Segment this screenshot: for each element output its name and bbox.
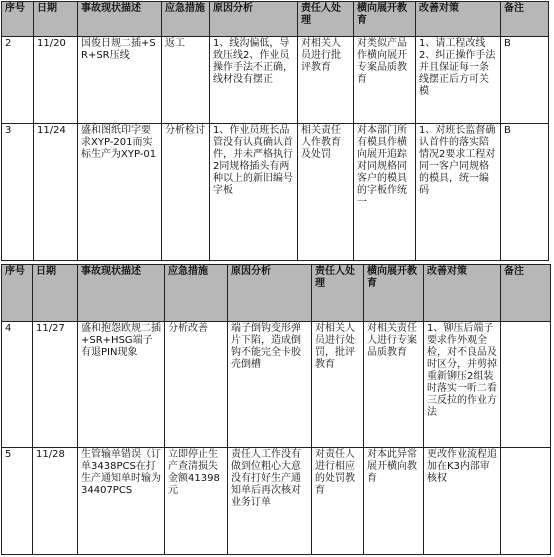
cell-description: 国俊日规二插+SR+SR压线 [78,37,162,124]
header-description: 事故现状描述 [78,2,162,37]
cell-improvement: 更改作业流程追加在K3内部审核权 [424,448,501,555]
cell-emergency-measure: 立即停止生产查清损失金额41398元 [165,448,228,555]
header-responsible-handling: 责任人处理 [312,265,364,322]
header-index: 序号 [2,265,33,322]
header-description: 事故现状描述 [78,265,165,322]
header-improvement: 改善对策 [424,265,501,322]
cell-improvement: 1、铆压后端子要求作外观全检，对不良品及时区分，并剪掉重新铆压2组装时落实一听二看三反拉的作业方法 [424,322,501,448]
cell-emergency-measure: 返工 [162,37,210,124]
cell-horizontal-education: 对本部门所有模具作横向展开追踪对同规格同客户的模具的字板作统一 [354,124,416,261]
cell-cause-analysis: 责任人工作没有做到位粗心大意没有打好生产通知单后再次核对业务订单 [228,448,312,555]
header-cause-analysis: 原因分析 [210,2,298,37]
incident-table-1 [1,1,549,261]
header-improvement: 改善对策 [416,2,501,37]
header-date: 日期 [33,265,78,322]
cell-index: 4 [2,322,33,448]
header-cause-analysis: 原因分析 [228,265,312,322]
cell-index: 2 [2,37,34,124]
cell-date: 11/24 [34,124,78,261]
header-emergency-measure: 应急措施 [165,265,228,322]
cell-emergency-measure: 分析改善 [165,322,228,448]
cell-horizontal-education: 对本此异常展开横向教育 [364,448,424,555]
cell-horizontal-education: 对类似产品作横向展开专案品质教育 [354,37,416,124]
cell-index: 5 [2,448,33,555]
cell-horizontal-education: 对相关责任人进行专案品质教育 [364,322,424,448]
cell-description: 生管输单错误（订单3438PCS在打生产通知单时输为34407PCS [78,448,165,555]
cell-index: 3 [2,124,34,261]
header-remark: 备注 [501,265,551,322]
header-horizontal-education: 横向展开教育 [364,265,424,322]
cell-remark [501,448,551,555]
header-index: 序号 [2,2,34,37]
cell-date: 11/28 [33,448,78,555]
cell-cause-analysis: 端子倒钩变形弹片下陷，造成倒钩不能完全卡胶壳倒槽 [228,322,312,448]
header-emergency-measure: 应急措施 [162,2,210,37]
table-row [2,448,551,555]
cell-responsible-handling: 相关责任人作教育及处罚 [298,124,354,261]
table-header-row [2,265,551,322]
header-date: 日期 [34,2,78,37]
header-remark: 备注 [501,2,549,37]
incident-table-2 [1,264,551,555]
cell-responsible-handling: 对相关人员进行批评教育 [298,37,354,124]
table-row [2,124,549,261]
cell-date: 11/20 [34,37,78,124]
cell-responsible-handling: 对相关人员进行处罚，批评教育 [312,322,364,448]
cell-emergency-measure: 分析检讨 [162,124,210,261]
cell-cause-analysis: 1、线沟偏低，导致压线2、作业员操作手法不正确，线材没有摆正 [210,37,298,124]
cell-responsible-handling: 对责任人进行相应的处罚教育 [312,448,364,555]
table-row [2,37,549,124]
cell-remark [501,322,551,448]
table-header-row [2,2,549,37]
cell-cause-analysis: 1、作业员班长品管没有认真确认首件，并未严格执行2同规格插头有两种以上的新旧编号字板 [210,124,298,261]
cell-description: 盛和抱怨欧规二插+SR+HSG端子有退PIN现象 [78,322,165,448]
cell-description: 盛和图纸印字要求XYP-201而实标生产为XYP-01 [78,124,162,261]
cell-remark: B [501,37,549,124]
cell-improvement: 1、请工程改线2、纠正操作手法并且保证每一条线摆正后方可关模 [416,37,501,124]
cell-improvement: 1、对班长监督确认首件的落实陪情况2要求工程对同一客户同规格的模具，统一编码 [416,124,501,261]
header-responsible-handling: 责任人处理 [298,2,354,37]
cell-date: 11/27 [33,322,78,448]
table-row [2,322,551,448]
cell-remark: B [501,124,549,261]
header-horizontal-education: 横向展开教育 [354,2,416,37]
